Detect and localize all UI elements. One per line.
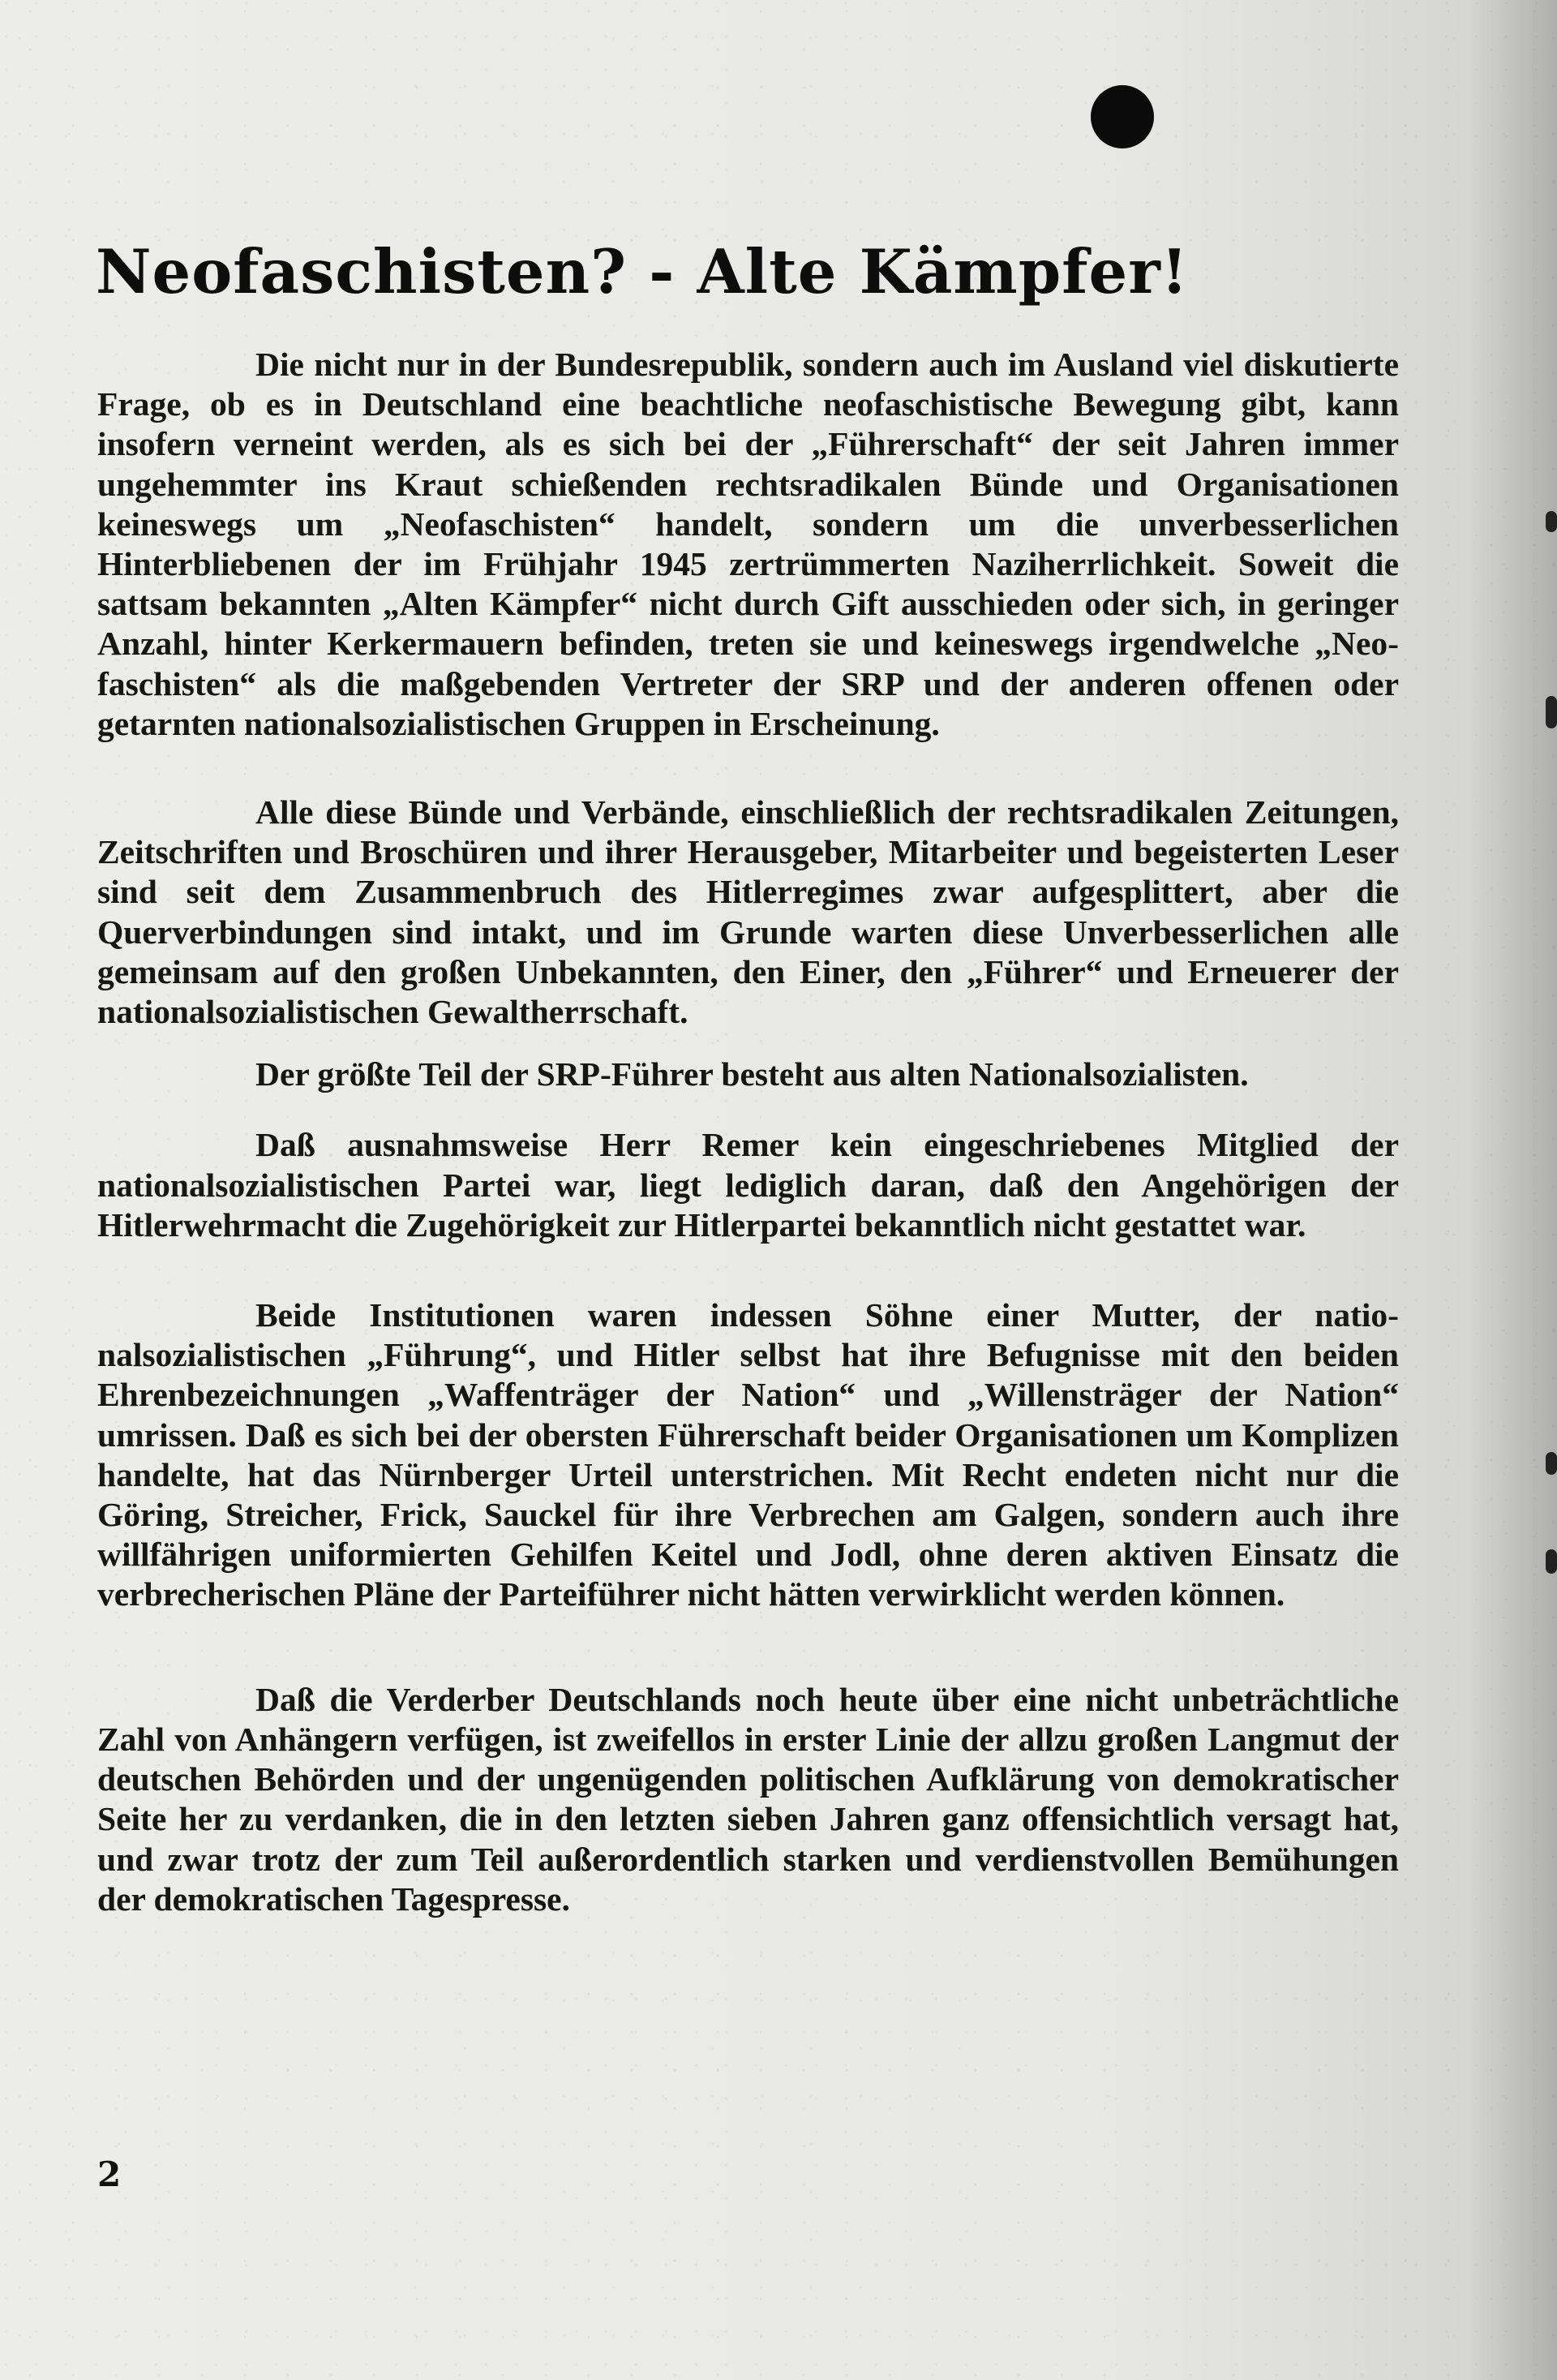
paragraph: Die nicht nur in der Bundesrepublik, sondern auch im Ausland viel diskutierte Frage, ob es in Deutschland eine beachtliche neofaschistische Bewegung gibt, kann insofern verneint werden, als es sich bei der „Führerschaft“ der seit Jahren immer ungehemmter ins Kraut schießenden rechtsradikalen Bünde und Organisationen keineswegs um „Neofaschisten“ handelt, sondern um die unverbesserlichen Hinterbliebenen der im Frühjahr 1945 zertrümmerten Naziherrlichkeit. Soweit die sattsam bekannten „Alten Kämpfer“ nicht durch Gift ausschieden oder sich, in geringer Anzahl, hinter Kerkermauern befinden, treten sie und keineswegs irgendwelche „Neofaschisten“ als die maßgebenden Vertreter der SRP und der anderen offenen oder getarnten nationalsozialistischen Gruppen in Erscheinung. <box>97 346 1399 742</box>
page-title: Neofaschisten? - Alte Kämpfer! <box>96 236 1189 307</box>
edge-mark <box>1546 1549 1557 1574</box>
edge-mark <box>1546 1452 1557 1475</box>
edge-mark <box>1546 696 1557 728</box>
edge-mark <box>1546 511 1557 532</box>
paragraph: Daß die Verderber Deutschlands noch heute über eine nicht unbeträchtliche Zahl von Anhängern verfügen, ist zweifellos in erster Linie der allzu großen Langmut der deutschen Behörden und der ungenügenden politischen Aufklärung von demokratischer Seite her zu verdanken, die in den letzten sieben Jahren ganz offensichtlich versagt hat, und zwar trotz der zum Teil außerordentlich starken und verdienstvollen Bemühungen der demokratischen Tagespresse. <box>97 1680 1399 1918</box>
article-body <box>97 345 1399 1919</box>
punch-hole-mark <box>1091 85 1154 148</box>
paragraph: Alle diese Bünde und Verbände, einschließlich der rechtsradikalen Zeitungen, Zeitschriften und Broschüren und ihrer Herausgeber, Mitarbeiter und begeisterten Leser sind seit dem Zusammenbruch des Hitlerregimes zwar aufgesplittert, aber die Querverbindungen sind intakt, und im Grunde warten diese Unverbesserlichen alle gemeinsam auf den großen Unbekannten, den Einer, den „Führer“ und Erneuerer der nationalsozialistischen Gewaltherrschaft. <box>97 793 1399 1031</box>
paragraph: Daß ausnahmsweise Herr Remer kein eingeschriebenes Mitglied der nationalsozialistischen Partei war, liegt lediglich daran, daß den Angehörigen der Hitlerwehrmacht die Zugehörigkeit zur Hitlerpartei bekanntlich nicht gestattet war. <box>97 1126 1399 1244</box>
page-edge-shadow <box>1468 0 1557 2380</box>
page-number: 2 <box>97 2154 122 2194</box>
paragraph: Der größte Teil der SRP-Führer besteht aus alten Nationalsozialisten. <box>255 1055 1249 1093</box>
paragraph: Beide Institutionen waren indessen Söhne einer Mutter, der nationalsozialistischen „Führung“, und Hitler selbst hat ihre Befugnisse mit den beiden Ehrenbezeichnungen „Waffenträger der Nation“ und „Willensträger der Nation“ umrissen. Daß es sich bei der obersten Führerschaft beider Organisationen um Komplizen handelte, hat das Nürnberger Urteil unterstrichen. Mit Recht endeten nicht nur die Göring, Streicher, Frick, Sauckel für ihre Verbrechen am Galgen, sondern auch ihre willfährigen uniformierten Gehilfen Keitel und Jodl, ohne deren aktiven Einsatz die verbrecherischen Pläne der Parteiführer nicht hätten verwirklicht werden können. <box>97 1296 1399 1613</box>
